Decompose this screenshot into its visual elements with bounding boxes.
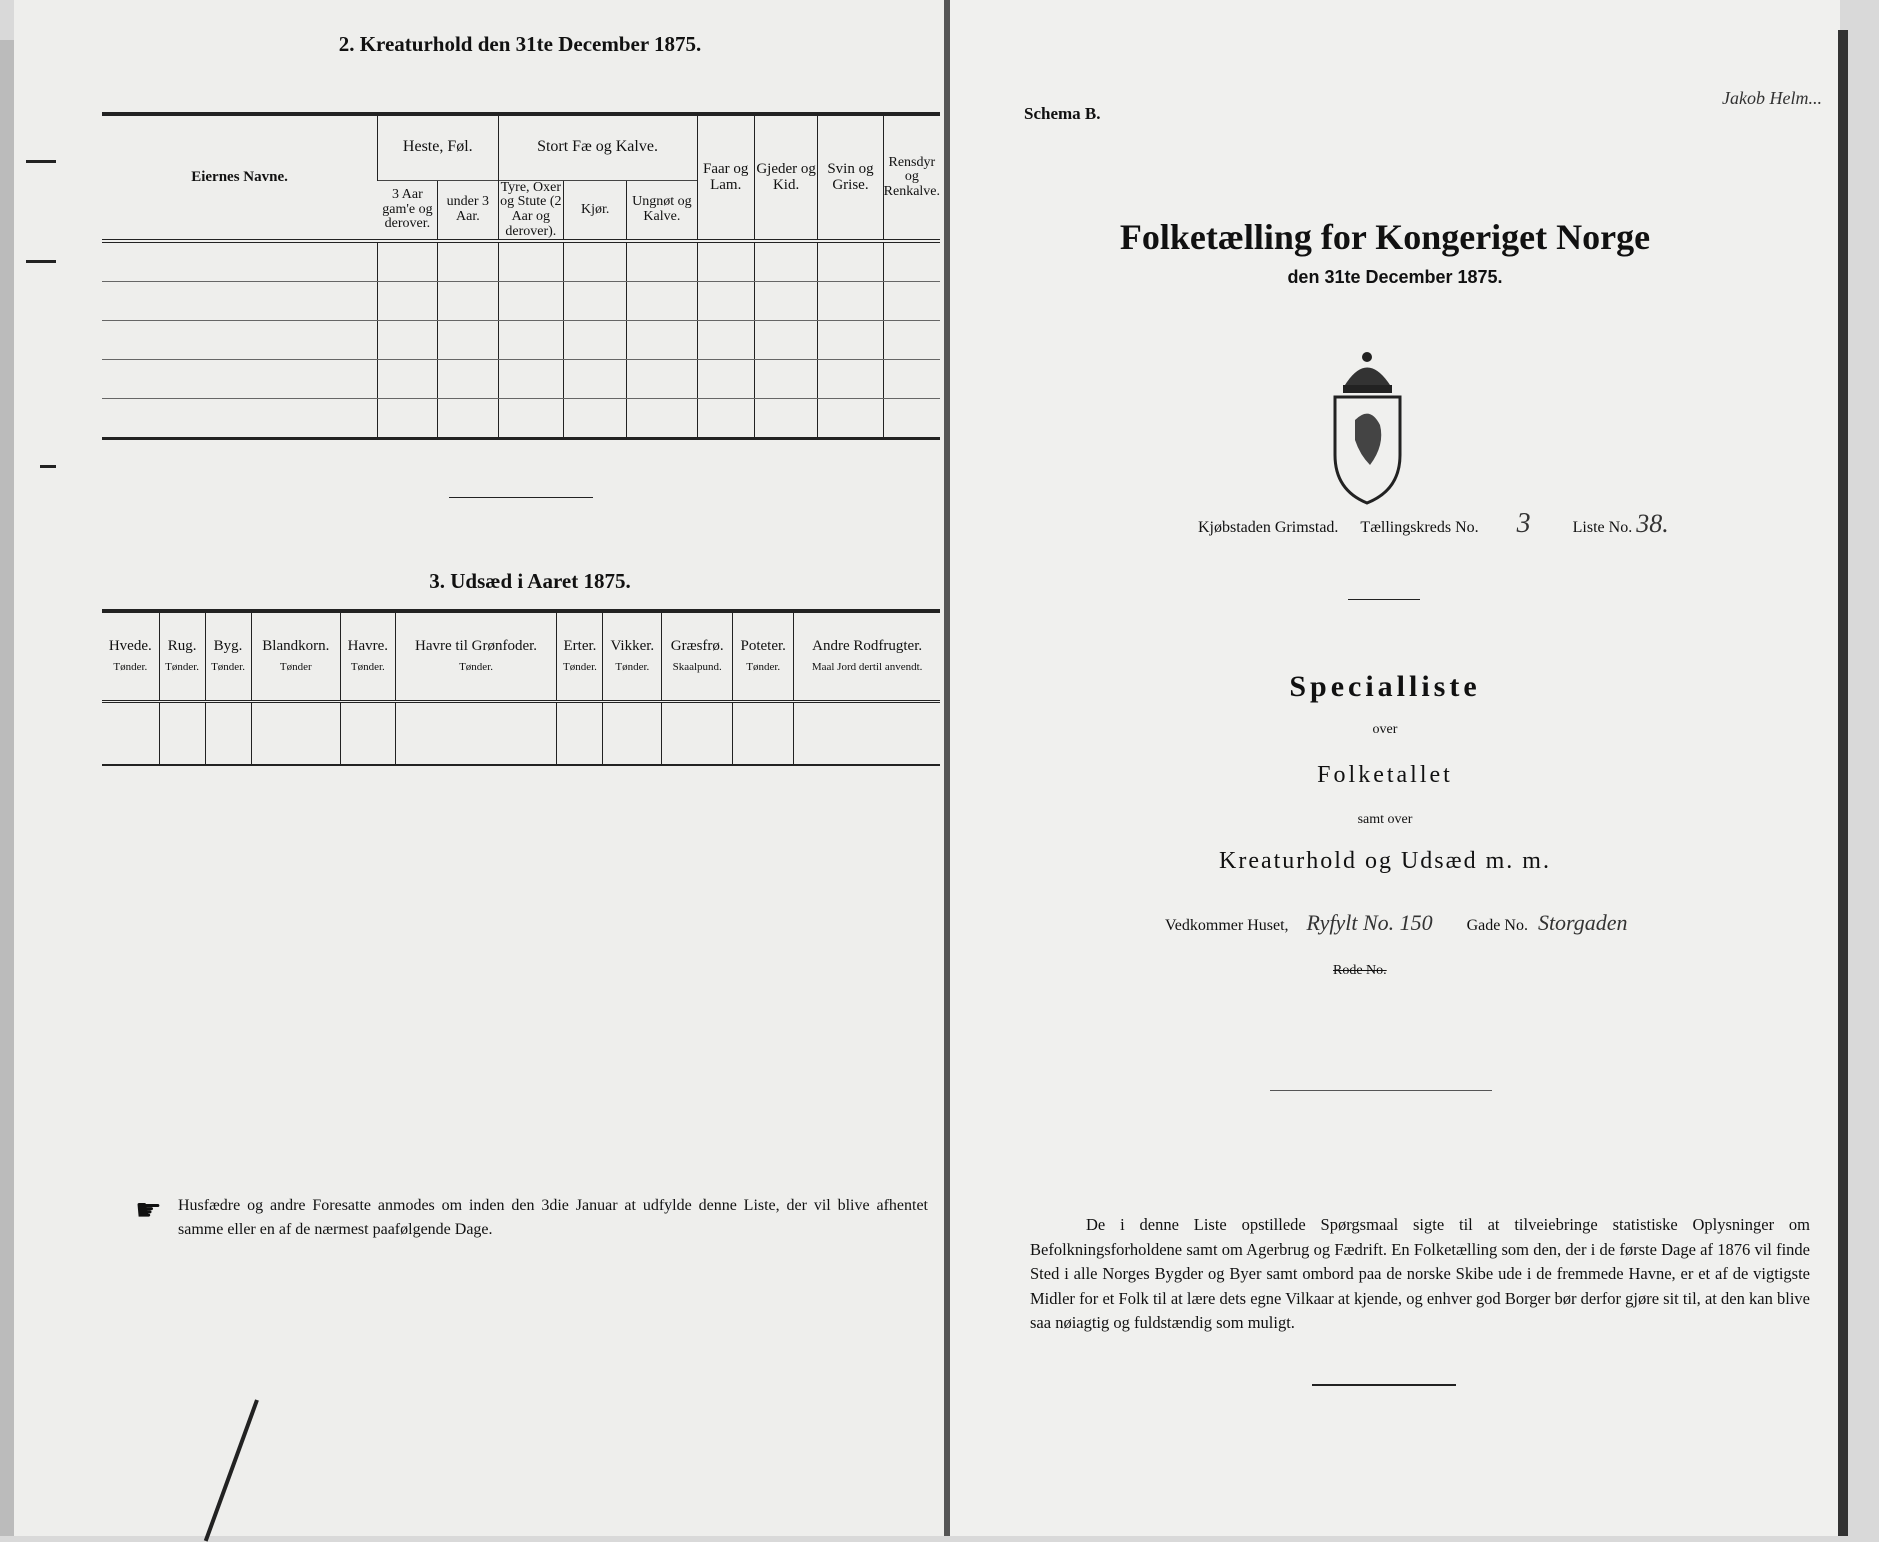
- seed-table: [102, 613, 940, 766]
- coat-of-arms-icon: [1325, 345, 1410, 505]
- seed-col-name: Vikker.: [610, 637, 655, 654]
- seed-cell[interactable]: [794, 701, 940, 765]
- seed-col-name: Andre Rodfrugter.: [812, 637, 923, 654]
- seed-col-unit: Tønder.: [563, 661, 597, 674]
- seed-col-name: Erter.: [563, 637, 597, 654]
- street-value[interactable]: Storgaden: [1537, 910, 1628, 935]
- seed-col-name: Hvede.: [108, 637, 152, 654]
- seed-col-unit: Tønder.: [459, 661, 493, 674]
- handwritten-corner-note: Jakob Helm...: [1722, 88, 1822, 108]
- seed-col-name: Rug.: [167, 637, 197, 654]
- left-edge-mark: [40, 465, 56, 468]
- livestock-table: [102, 116, 940, 440]
- kreaturhold-text: Kreaturhold og Udsæd m. m.: [1219, 848, 1551, 874]
- folketallet-text: Folketallet: [1317, 762, 1453, 788]
- list-value[interactable]: 38.: [1636, 509, 1669, 538]
- seed-col-header: [102, 613, 159, 701]
- seed-cell[interactable]: [662, 701, 733, 765]
- specialliste-heading: Specialliste: [1289, 670, 1481, 703]
- col-calves: Ungnøt og Kalve.: [627, 180, 697, 241]
- seed-cell[interactable]: [341, 701, 395, 765]
- col-sheep: Faar og Lam.: [697, 116, 754, 241]
- seed-col-header: [794, 613, 940, 701]
- over-text: over: [1372, 722, 1398, 737]
- seed-col-name: Poteter.: [740, 637, 786, 654]
- seed-cell[interactable]: [603, 701, 662, 765]
- samt-over-text: samt over: [1357, 812, 1413, 827]
- section2-title: 2. Kreaturhold den 31te December 1875.: [338, 32, 702, 56]
- col-bulls: Tyre, Oxer og Stute (2 Aar og derover).: [498, 180, 564, 241]
- notice-text: Husfædre og andre Foresatte anmodes om inden den 3die Januar at udfylde denne Liste, der vil blive afhentet samme eller en af de nærmest paafølgende Dage.: [178, 1197, 928, 1238]
- house-line: [1165, 910, 1765, 936]
- seed-col-unit: Tønder: [279, 661, 312, 674]
- col-horses-3plus: 3 Aar gam'e og derover.: [378, 180, 438, 241]
- seed-col-unit: Skaalpund.: [672, 661, 722, 674]
- col-horses-under3: under 3 Aar.: [438, 180, 498, 241]
- seed-col-header: [159, 613, 205, 701]
- seed-cell[interactable]: [733, 701, 794, 765]
- house-label: Vedkommer Huset,: [1165, 917, 1289, 934]
- list-label: Liste No.: [1572, 519, 1633, 536]
- seed-col-unit: Tønder.: [350, 661, 385, 674]
- left-edge-mark: [26, 160, 56, 163]
- district-label: Tællingskreds No.: [1360, 519, 1479, 536]
- seed-col-name: Græsfrø.: [670, 637, 724, 654]
- seed-col-unit: Tønder.: [165, 661, 200, 674]
- seed-col-unit: Tønder.: [746, 661, 781, 674]
- street-label: Gade No.: [1466, 917, 1528, 934]
- town-label: Kjøbstaden Grimstad.: [1198, 519, 1339, 536]
- seed-col-header: [557, 613, 603, 701]
- section3-title: 3. Udsæd i Aaret 1875.: [429, 569, 631, 593]
- pointing-hand-icon: ☛: [135, 1194, 162, 1227]
- seed-cell[interactable]: [205, 701, 251, 765]
- owner-header: Eiernes Navne.: [191, 168, 288, 185]
- seed-col-unit: Tønder.: [615, 661, 650, 674]
- seed-col-name: Havre.: [347, 637, 389, 654]
- divider: [1348, 599, 1420, 600]
- seed-cell[interactable]: [102, 701, 159, 765]
- col-cows: Kjør.: [564, 180, 627, 241]
- seed-col-header: [341, 613, 395, 701]
- main-title: Folketælling for Kongeriget Norge: [1119, 217, 1651, 257]
- seed-col-header: [205, 613, 251, 701]
- seed-cell[interactable]: [251, 701, 341, 765]
- seed-col-name: Byg.: [213, 637, 243, 654]
- location-line: [1198, 508, 1678, 540]
- seed-col-header: [662, 613, 733, 701]
- seed-col-unit: Maal Jord dertil anvendt.: [811, 661, 923, 674]
- horses-header: Heste, Føl.: [378, 116, 498, 180]
- census-date: den 31te December 1875.: [1287, 267, 1503, 287]
- gutter: [944, 0, 950, 1536]
- divider: [1312, 1384, 1456, 1386]
- right-edge: [1838, 30, 1848, 1536]
- seed-cell[interactable]: [395, 701, 557, 765]
- rode-label: Rode No.: [1333, 963, 1387, 978]
- divider: [449, 497, 593, 498]
- seed-col-header: [251, 613, 341, 701]
- left-edge: [0, 40, 14, 1536]
- seed-col-unit: Tønder.: [113, 661, 148, 674]
- seed-col-name: Havre til Grønfoder.: [415, 637, 538, 654]
- col-goats: Gjeder og Kid.: [754, 116, 817, 241]
- intro-paragraph: De i denne Liste opstillede Spørgsmaal sigte til at tilveiebringe statistiske Oplysninger om Befolkningsforholdene samt om Agerbrug og Fædrift. En Folketælling som den, der i de første Dage af 1876 vil finde Sted i alle Norges Bygder og Byer samt ombord paa de norske Skibe ude i de fremmede Havne, er et af de vigtigste Midler for et Folk til at lære dets egne Vilkaar at kjende, og enhver god Borger bør derfor gjøre sit til, at den kan blive saa nøiagtig og fuldstændig som muligt.: [1030, 1215, 1810, 1332]
- seed-col-unit: Tønder.: [211, 661, 245, 674]
- left-edge-mark: [26, 260, 56, 263]
- seed-cell[interactable]: [159, 701, 205, 765]
- seed-cell[interactable]: [557, 701, 603, 765]
- col-reindeer: Rensdyr og Renkalve.: [883, 116, 940, 241]
- seed-col-header: [395, 613, 557, 701]
- schema-label: Schema B.: [1024, 104, 1101, 123]
- col-pigs: Svin og Grise.: [818, 116, 883, 241]
- house-value[interactable]: Ryfylt No. 150: [1306, 910, 1433, 935]
- seed-col-name: Blandkorn.: [262, 637, 330, 654]
- cattle-header: Stort Fæ og Kalve.: [498, 116, 697, 180]
- seed-col-header: [733, 613, 794, 701]
- district-value[interactable]: 3: [1516, 508, 1531, 539]
- divider: [1270, 1090, 1492, 1091]
- seed-col-header: [603, 613, 662, 701]
